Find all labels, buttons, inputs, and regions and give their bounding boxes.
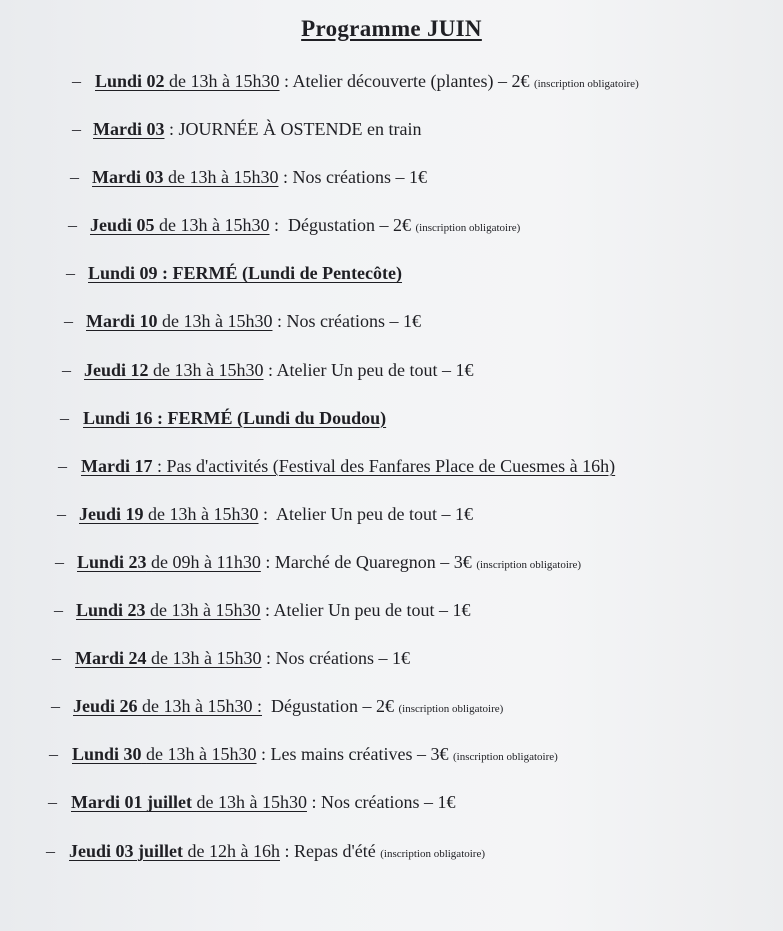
schedule-time: de 13h à 15h30 : — [142, 696, 262, 717]
schedule-day: Mardi 17 — [81, 455, 153, 476]
list-dash: – — [51, 696, 60, 717]
list-dash: – — [68, 215, 77, 236]
separator: : — [279, 71, 293, 91]
schedule-item-text — [77, 538, 581, 589]
schedule-time: de 13h à 15h30 — [148, 503, 259, 524]
schedule-item — [0, 490, 783, 538]
activity: Repas d'été — [294, 840, 376, 861]
notice — [81, 456, 615, 476]
schedule-item — [0, 730, 783, 778]
schedule-item-text — [86, 297, 421, 345]
activity: Les mains créatives – 3€ — [270, 744, 449, 765]
schedule-time: de 13h à 15h30 — [159, 215, 270, 236]
schedule-time: de 09h à 11h30 — [151, 551, 261, 572]
schedule-item — [0, 297, 783, 345]
schedule-date-time — [84, 360, 264, 380]
schedule-day: Mardi 03 — [93, 119, 165, 140]
closed-label: : FERMÉ (Lundi de Pentecôte) — [157, 263, 403, 284]
separator: : — [164, 119, 179, 140]
schedule-date-time — [75, 648, 261, 668]
separator — [262, 696, 271, 716]
list-dash: – — [46, 840, 55, 861]
schedule-item-text — [79, 490, 473, 538]
activity: JOURNÉE À OSTENDE en train — [178, 119, 422, 140]
activity: Nos créations – 1€ — [286, 311, 421, 332]
activity: Atelier Un peu de tout – 1€ — [276, 359, 474, 380]
activity: Dégustation – 2€ — [288, 215, 412, 236]
list-dash: – — [72, 119, 81, 140]
schedule-item-text — [92, 153, 427, 201]
schedule-day: Jeudi 05 — [90, 215, 155, 236]
schedule-item-text — [76, 586, 471, 634]
separator: : — [280, 840, 295, 861]
activity: Nos créations – 1€ — [292, 167, 427, 188]
list-dash: – — [70, 167, 79, 188]
schedule-item-text — [73, 682, 503, 733]
list-dash: – — [62, 359, 71, 380]
separator: : — [260, 551, 275, 572]
page-title: Programme JUIN — [301, 16, 482, 41]
separator: : — [258, 503, 277, 524]
list-dash: – — [54, 600, 63, 621]
schedule-day: Jeudi 03 juillet — [69, 840, 184, 861]
schedule-time: de 13h à 15h30 — [150, 600, 261, 621]
registration-note: (inscription obligatoire) — [453, 751, 558, 764]
registration-note: (inscription obligatoire) — [476, 558, 582, 571]
list-dash: – — [57, 503, 66, 524]
activity: Nos créations – 1€ — [275, 648, 410, 669]
schedule-item — [0, 442, 783, 490]
schedule-time: de 13h à 15h30 — [153, 359, 264, 380]
registration-note: (inscription obligatoire) — [533, 78, 639, 90]
separator: : — [256, 744, 271, 765]
schedule-item-text — [72, 730, 558, 781]
list-dash: – — [48, 792, 57, 813]
registration-note: (inscription obligatoire) — [380, 847, 486, 860]
schedule-item-text — [83, 394, 386, 442]
list-dash: – — [64, 311, 73, 332]
schedule-item — [0, 57, 783, 105]
list-dash: – — [58, 455, 67, 476]
schedule-date-time — [92, 167, 278, 187]
activity: Atelier Un peu de tout – 1€ — [273, 600, 471, 621]
schedule-time: de 13h à 15h30 — [168, 167, 279, 188]
schedule-item-text — [93, 105, 421, 153]
schedule-date-time — [90, 215, 270, 235]
closed-notice — [83, 408, 386, 428]
schedule-time: de 13h à 15h30 — [151, 648, 262, 669]
notice-text: : Pas d'activités (Festival des Fanfares Place de Cuesmes à 16h) — [152, 455, 616, 476]
schedule-date-time — [95, 71, 280, 91]
schedule-day: Lundi 02 — [95, 71, 165, 91]
schedule-list — [0, 57, 783, 875]
schedule-date-time — [71, 792, 307, 812]
activity: Atelier Un peu de tout – 1€ — [276, 503, 473, 524]
schedule-item-text — [95, 57, 639, 108]
schedule-time: de 13h à 15h30 — [162, 311, 273, 332]
schedule-day: Lundi 23 — [77, 551, 147, 572]
schedule-date-time — [76, 600, 261, 620]
schedule-day: Jeudi 26 — [73, 696, 138, 717]
schedule-item — [0, 827, 783, 875]
closed-label: : FERMÉ (Lundi du Doudou) — [152, 407, 387, 428]
schedule-time: de 12h à 16h — [187, 840, 280, 861]
activity: Dégustation – 2€ — [271, 696, 394, 717]
schedule-item-text — [88, 249, 402, 297]
separator: : — [260, 600, 274, 621]
schedule-date-time — [79, 504, 259, 524]
schedule-date-time — [73, 696, 262, 716]
schedule-item-text — [81, 442, 615, 490]
activity: Atelier découverte (plantes) – 2€ — [292, 71, 530, 91]
registration-note: (inscription obligatoire) — [415, 222, 521, 235]
schedule-date-time — [72, 744, 257, 764]
list-dash: – — [52, 648, 61, 669]
schedule-day: Lundi 23 — [76, 600, 146, 621]
list-dash: – — [55, 551, 64, 572]
schedule-day: Jeudi 12 — [84, 359, 149, 380]
schedule-item — [0, 538, 783, 586]
activity: Marché de Quaregnon – 3€ — [274, 551, 472, 572]
schedule-date-time — [93, 119, 165, 139]
schedule-item — [0, 153, 783, 201]
separator: : — [306, 792, 321, 813]
schedule-day: Jeudi 19 — [79, 503, 144, 524]
schedule-date-time — [86, 311, 272, 331]
list-dash: – — [49, 744, 58, 765]
schedule-time: de 13h à 15h30 — [146, 744, 257, 765]
schedule-item — [0, 394, 783, 442]
schedule-item — [0, 105, 783, 153]
schedule-item-text — [69, 827, 485, 878]
schedule-item-text — [75, 634, 410, 682]
schedule-time: de 13h à 15h30 — [196, 792, 307, 813]
schedule-day: Lundi 09 — [88, 263, 158, 284]
schedule-day: Lundi 30 — [72, 744, 142, 765]
activity: Nos créations – 1€ — [320, 792, 456, 813]
schedule-date-time — [77, 552, 261, 572]
schedule-item — [0, 249, 783, 297]
list-dash: – — [72, 71, 81, 91]
separator: : — [278, 167, 293, 188]
registration-note: (inscription obligatoire) — [398, 703, 504, 716]
schedule-item — [0, 634, 783, 682]
schedule-day: Mardi 03 — [92, 167, 164, 188]
separator: : — [263, 359, 277, 380]
schedule-item-text — [90, 201, 520, 252]
schedule-day: Mardi 01 juillet — [71, 792, 192, 813]
schedule-item — [0, 346, 783, 394]
schedule-time: de 13h à 15h30 — [169, 71, 280, 91]
schedule-item — [0, 586, 783, 634]
list-dash: – — [66, 263, 75, 284]
schedule-item — [0, 682, 783, 730]
schedule-day: Mardi 10 — [86, 311, 158, 332]
schedule-date-time — [69, 841, 280, 861]
separator: : — [261, 648, 276, 669]
separator: : — [272, 311, 287, 332]
schedule-item — [0, 201, 783, 249]
list-dash: – — [60, 407, 69, 428]
schedule-item-text — [71, 778, 455, 826]
schedule-item — [0, 778, 783, 826]
separator: : — [269, 215, 289, 236]
schedule-day: Lundi 16 — [83, 407, 153, 428]
schedule-item-text — [84, 346, 473, 394]
closed-notice — [88, 263, 402, 283]
schedule-day: Mardi 24 — [75, 648, 147, 669]
